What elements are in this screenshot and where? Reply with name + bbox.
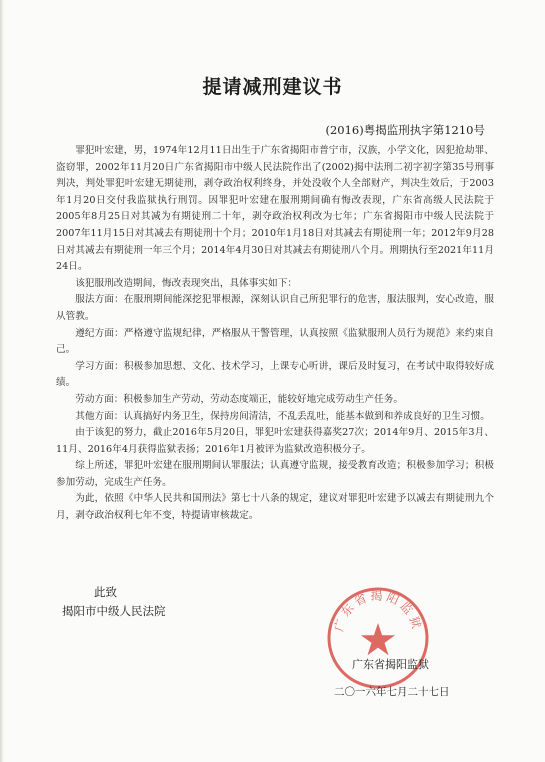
paragraph-law-compliance: 服法方面：在服刑期间能深挖犯罪根源，深刻认识自己所犯罪行的危害，服法服判，安心改造，服从管教。: [56, 294, 494, 322]
paragraph-awards: 由于该犯的努力，截止2016年5月20日，罪犯叶宏建获得嘉奖27次；2014年9月、2015年3月、11月、2016年4月获得监狱表扬；2016年1月被评为监狱改造积极分子。: [56, 427, 494, 455]
recipient-name: 揭阳市中级人民法院: [62, 604, 166, 618]
paragraph-other: 其他方面：认真搞好内务卫生，保持房间清洁，不乱丢乱吐，能基本做到和养成良好的卫生习惯。: [75, 410, 490, 422]
svg-text:广东省揭阳监狱: 广东省揭阳监狱: [331, 588, 425, 634]
paragraph-labor: 劳动方面：积极参加生产劳动，劳动态度端正，能较好地完成劳动生产任务。: [75, 393, 404, 405]
paragraph-intro-facts: 该犯服刑改造期间，悔改表现突出，具体事实如下：: [75, 277, 297, 289]
document-number: (2016)粤揭监刑执字第1210号: [325, 123, 485, 137]
paragraph-study: 学习方面：积极参加思想、文化、技术学习，上课专心听讲，课后及时复习，在考试中取得较好成绩。: [56, 360, 494, 389]
paragraph-discipline: 遵纪方面：严格遵守监规纪律，严格服从干警管理，认真按照《监狱服刑人员行为规范》来约束自己。: [56, 327, 494, 356]
official-seal-stamp: [325, 585, 431, 691]
paragraph-recommendation: 为此，依照《中华人民共和国刑法》第七十八条的规定，建议对罪犯叶宏建予以减去有期徒刑九个月，剥夺政治权利七年不变，特提请审核裁定。: [56, 493, 494, 522]
page-edge-shadow: [0, 0, 4, 762]
paragraph-background: 罪犯叶宏建，男，1974年12月11日出生于广东省揭阳市普宁市，汉族，小学文化，因犯抢劫罪、盗窃罪，2002年11月20日广东省揭阳市中级人民法院作出了(2002)揭中法刑二初字初字第35号刑事判决，判处罪犯叶宏建无期徒刑，剥夺政治权利终身，并处没收个人全部财产，判决生效后，于2003年1月20日交付我监狱执行刑罚。因罪犯叶宏建在服刑期间确有悔改表现，广东省高级人民法院于2005年8月25日对其减为有期徒刑二十年，剥夺政治权利改为七年；广东省揭阳市中级人民法院于2007年11月15日对其减去有期徒刑十个月；2010年1月18日对其减去有期徒刑一年；2012年9月28日对其减去有期徒刑一年三个月；2014年4月30日对其减去有期徒刑八个月。刑期执行至2021年11月24日。: [56, 145, 494, 273]
recipient-block: [62, 583, 166, 621]
issue-date: 二〇一六年七月二十七日: [334, 686, 450, 698]
paragraph-summary: 综上所述，罪犯叶宏建在服刑期间认罪服法；认真遵守监规，接受教育改造；积极参加学习；积极参加劳动，完成生产任务。: [56, 460, 494, 488]
document-body: [56, 143, 494, 525]
recipient-salutation: 此致: [94, 585, 117, 599]
sender-name: 广东省揭阳监狱: [352, 658, 429, 671]
document-title: 提请减刑建议书: [202, 76, 343, 98]
